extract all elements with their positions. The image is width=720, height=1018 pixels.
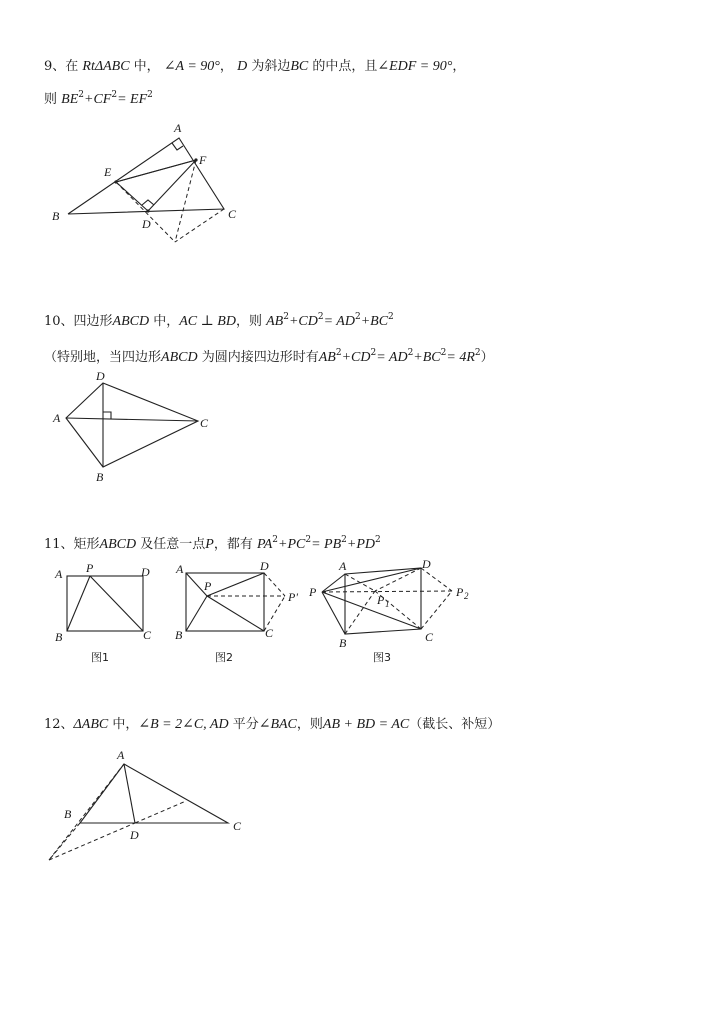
problem-10-statement: 10、四边形ABCD 中，AC ⊥ BD，则 $AB^2+CD^2= AD^2+BC^2$ [44,312,394,329]
fig11a-caption: 图1 [91,651,109,664]
fig11b-rectangle [186,573,264,631]
fig9-label-e: E [104,165,112,179]
fig9-point-f [194,158,197,161]
fig9-dashed-c [175,209,224,242]
fig11a-label-d: D [141,565,150,579]
fig11c-label-a: A [339,559,347,573]
fig9-triangle [68,138,224,214]
rt-label: Rt [82,59,95,74]
fig11b-label-c: C [265,626,274,640]
fig9-point-e [114,180,117,183]
fig11c-cp2-dashed [421,591,452,629]
fig11b-label-p: P [204,579,212,593]
fig11b-pc [207,596,264,631]
fig11b-label-a: A [176,562,184,576]
fig12-label-c: C [233,819,242,833]
figure-9 [52,121,237,242]
figure-11-3 [308,557,469,664]
fig11c-pp2-dashed [322,591,452,592]
fig11c-label-b: B [339,636,347,650]
fig11c-ap1-dashed [345,574,375,591]
fig11b-dp-dashed [264,573,285,596]
fig11a-label-a: A [55,567,63,581]
fig11c-label-p1: P [377,593,385,607]
fig11c-bp1-dashed [345,591,375,634]
fig12-triangle [80,764,228,823]
fig10-diagonal-ac [66,418,198,421]
figure-10 [52,369,209,484]
fig12-label-a: A [117,748,125,762]
fig9-label-d: D [142,217,151,231]
fig10-quadrilateral [66,383,198,467]
fig11c-label-p1-sub: 1 [385,599,390,609]
fig9-label-f: F [199,153,207,167]
fig12-dashed-de [135,801,186,823]
fig11b-caption: 图2 [215,651,233,664]
fig9-right-angle-a [172,143,183,150]
fig12-label-b: B [64,807,72,821]
figure-12 [49,748,242,860]
fig10-label-a: A [53,411,61,425]
triangle-abc: ΔABC [94,59,130,74]
problem-10-note: （特别地，当四边形ABCD 为圆内接四边形时有$AB^2+CD^2= AD^2+BC^2= 4R^2$） [44,348,494,365]
fig9-label-b: B [52,209,60,223]
fig11b-pd [207,573,264,596]
fig11b-label-p-prime: P' [288,590,298,604]
fig9-label-a: A [174,121,182,135]
fig11a-label-p: P [86,561,94,575]
fig11a-pb [67,576,90,631]
figure-11-2 [175,559,298,664]
fig11a-pc [90,576,143,631]
fig11c-caption: 图3 [373,651,391,664]
fig9-point-d [146,209,149,212]
angle-a: ∠A = 90° [163,59,220,74]
fig11c-label-p2: P [456,585,464,599]
fig11a-label-c: C [143,628,152,642]
fig11c-pc [322,592,421,629]
problem-9-statement: 9、在 RtΔABC 中， ∠A = 90°， D 为斜边BC 的中点，且∠EDF = 90°， [44,59,466,74]
fig11c-label-c: C [425,630,434,644]
fig11c-dp2-dashed [421,568,452,591]
fig9-right-angle-d [142,200,154,205]
fig12-ext-d [49,823,135,860]
fig11b-label-b: B [175,628,183,642]
fig11c-pb [322,592,345,634]
figure-11-1 [54,561,152,664]
fig11c-label-p2-sub: 2 [464,591,469,601]
fig11a-label-b: B [55,630,63,644]
fig9-ed [116,182,148,211]
fig11c-label-p: P [309,585,317,599]
fig9-df [148,160,196,211]
fig9-label-c: C [228,207,237,221]
fig10-right-angle [103,412,111,419]
fig11b-label-d: D [260,559,269,573]
fig10-label-c: C [200,416,209,430]
fig10-label-d: D [96,369,105,383]
fig10-label-b: B [96,470,104,484]
fig11b-pb [186,596,207,631]
fig12-label-d: D [130,828,139,842]
problem-11-statement: 11、矩形ABCD 及任意一点P，都有 $PA^2+PC^2= PB^2+PD^2$ [44,535,381,552]
fig11c-label-d: D [422,557,431,571]
problem-9-formula: 则 $BE^2+CF^2= EF^2$ [44,90,153,107]
fig12-bisector-ad [124,764,135,823]
fig9-be [116,160,196,182]
angle-edf: ∠EDF = 90° [377,59,453,74]
problem-12-statement: 12、ΔABC 中，∠B = 2∠C, AD 平分∠BAC，则AB + BD = AC（截长、补短） [44,717,501,732]
